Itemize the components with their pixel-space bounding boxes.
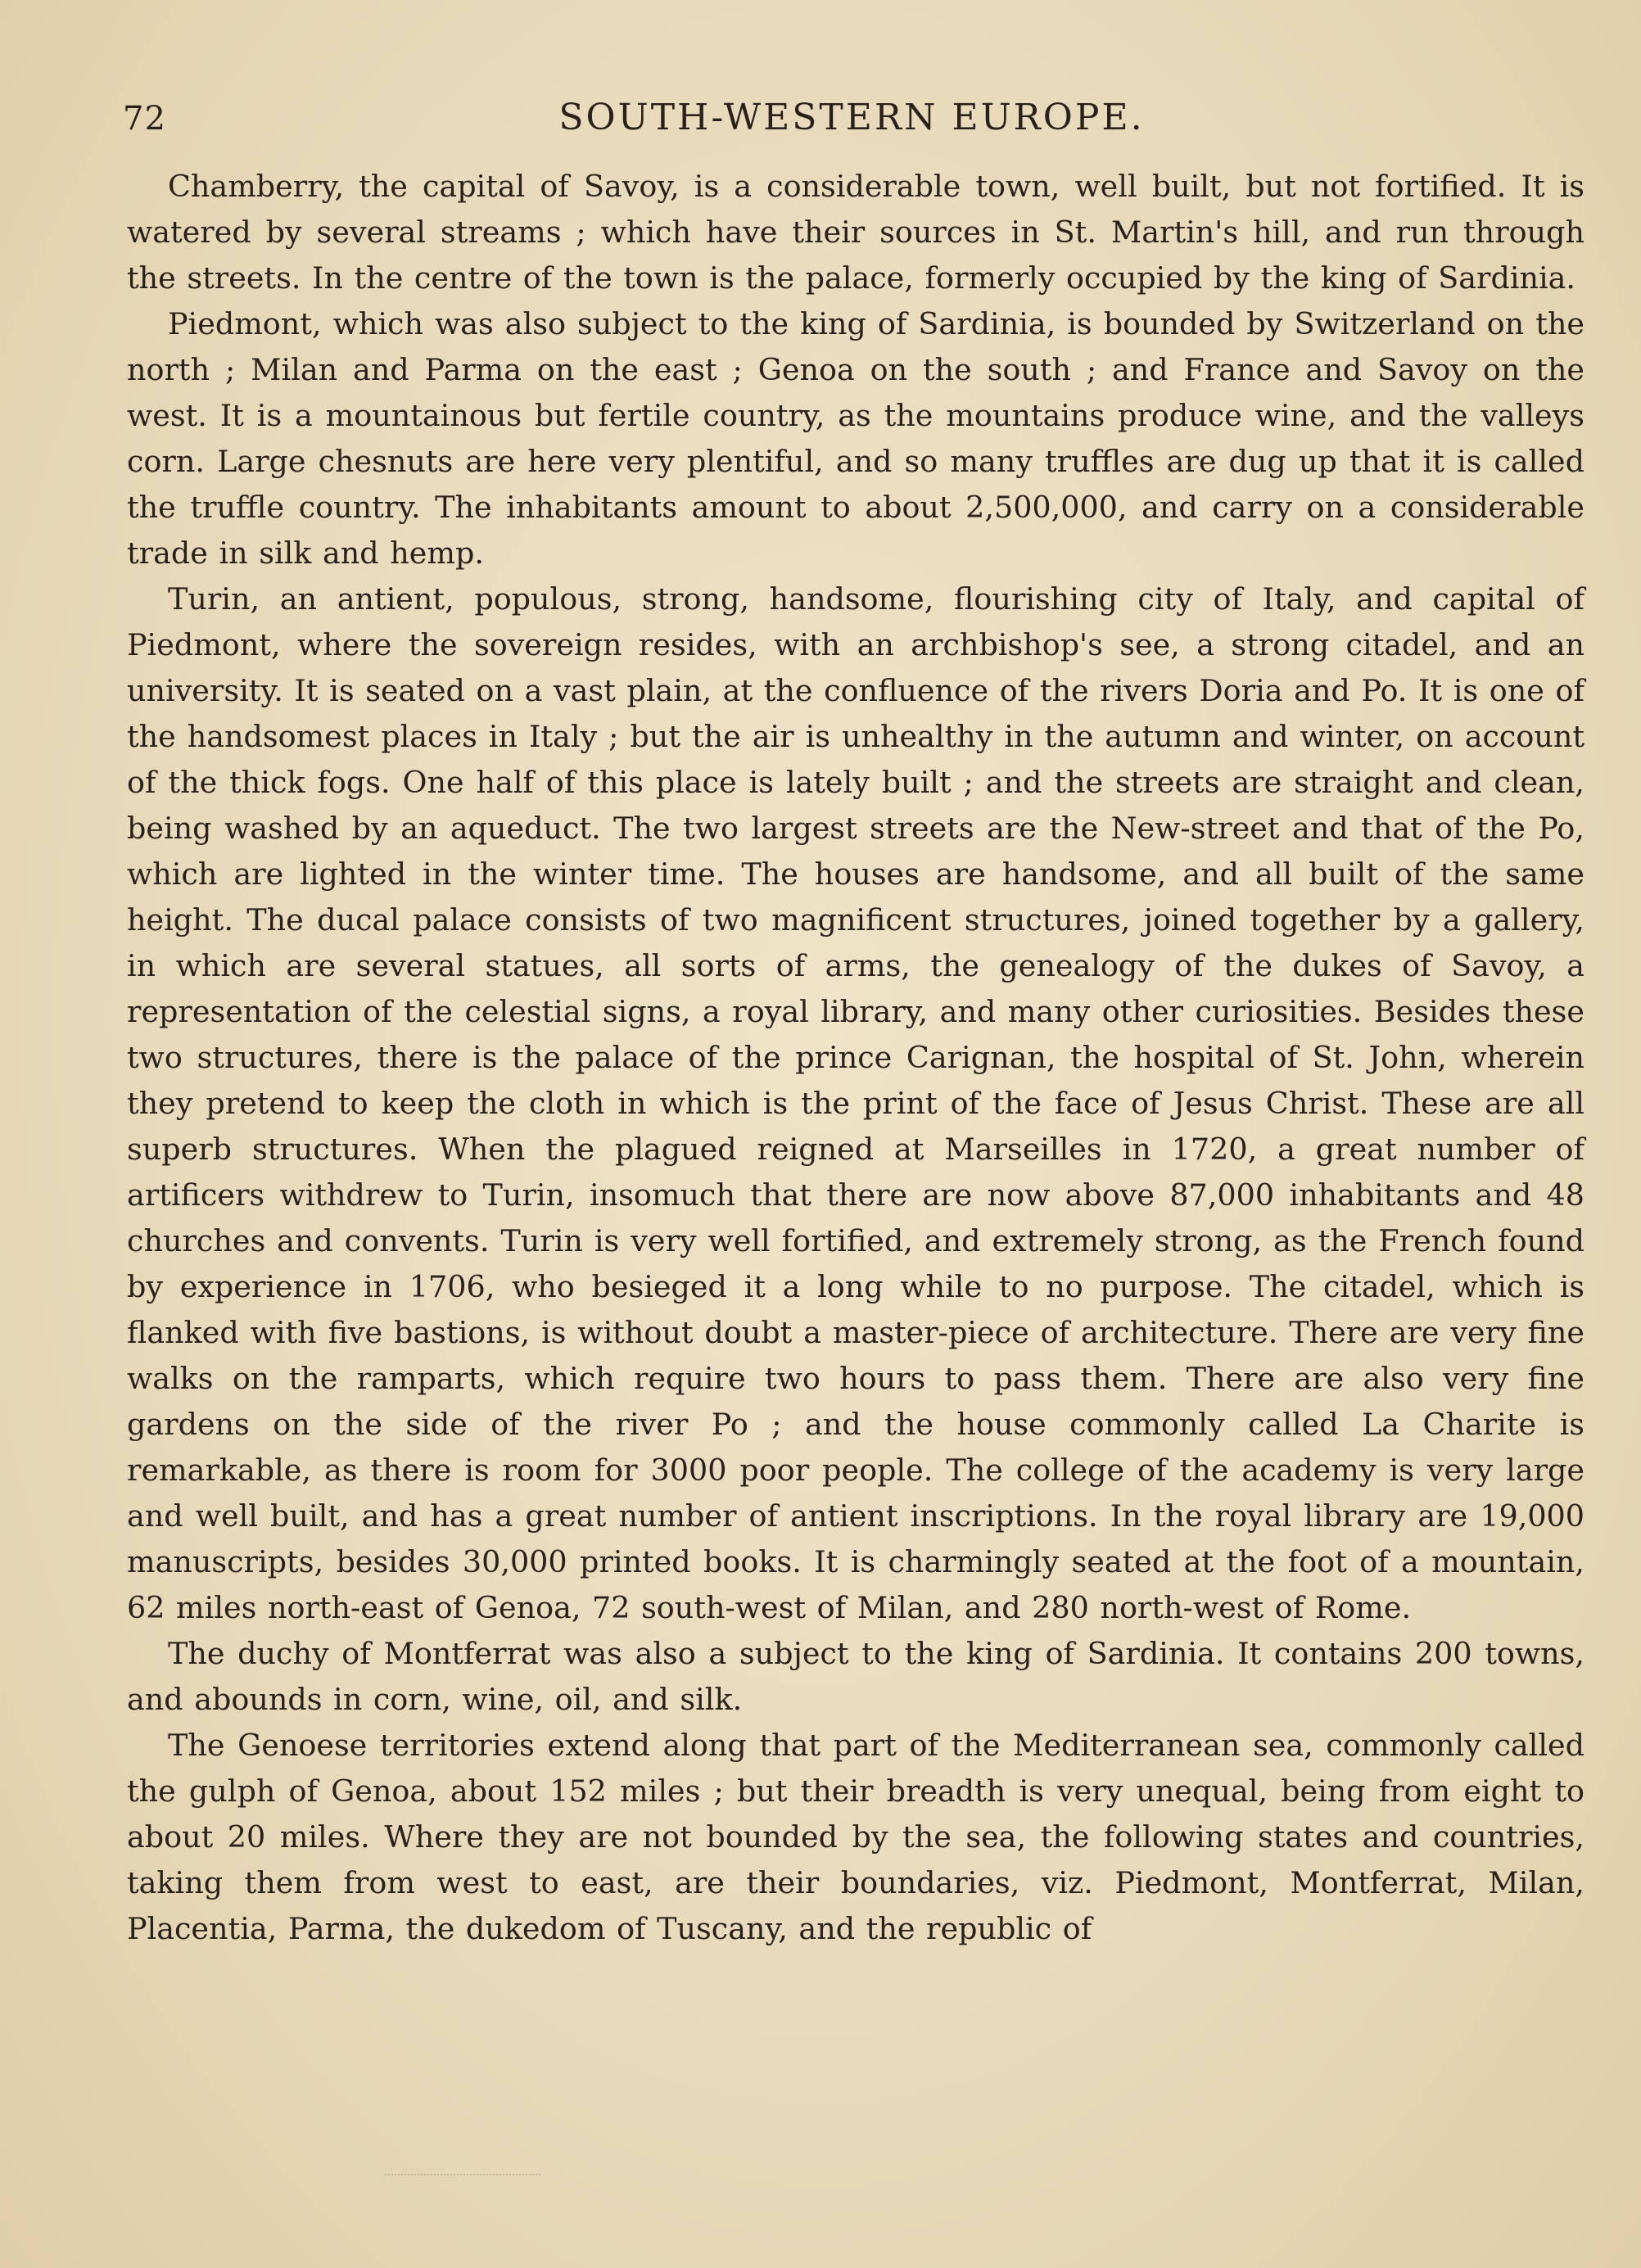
page-header: [123, 92, 1580, 149]
paper-smudge: [385, 2174, 540, 2179]
paragraph-piedmont: Piedmont, which was also subject to the king of Sardinia, is bounded by Switzerland on the north ; Milan and Parma on the east ; Genoa on the south ; and France and Savoy on the west. It is a mountainous but fertile country, as the mountains produce wine, and the valleys corn. Large chesnuts are here very plentiful, and so many truffles are dug up that it is called the truffle country. The inhabitants amount to about 2,500,000, and carry on a considerable trade in silk and hemp.: [127, 306, 1584, 571]
paragraph-genoese-territories: The Genoese territories extend along that part of the Mediterranean sea, commonly called the gulph of Genoa, about 152 miles ; but their breadth is very unequal, being from eight to about 20 miles. Where they are not bounded by the sea, the following states and countries, taking them from west to east, are their boundaries, viz. Piedmont, Montferrat, Milan, Placentia, Parma, the dukedom of Tuscany, and the republic of: [127, 1728, 1584, 1946]
body-text: [127, 164, 1584, 1952]
paragraph-montferrat: The duchy of Montferrat was also a subject to the king of Sardinia. It contains 200 towns, and abounds in corn, wine, oil, and silk.: [127, 1636, 1584, 1717]
page-number: 72: [123, 100, 166, 138]
paragraph-turin: Turin, an antient, populous, strong, handsome, flourishing city of Italy, and capital of Piedmont, where the sovereign resides, with an archbishop's see, a strong citadel, and an university. It is seated on a vast plain, at the confluence of the rivers Doria and Po. It is one of the handsomest places in Italy ; but the air is unhealthy in the autumn and winter, on account of the thick fogs. One half of this place is lately built ; and the streets are straight and clean, being washed by an aqueduct. The two largest streets are the New-street and that of the Po, which are lighted in the winter time. The houses are handsome, and all built of the same height. The ducal palace consists of two magnificent structures, joined together by a gallery, in which are several statues, all sorts of arms, the genealogy of the dukes of Savoy, a representation of the celestial signs, a royal library, and many other curiosities. Besides these two structures, there is the palace of the prince Carignan, the hospital of St. John, wherein they pretend to keep the cloth in which is the print of the face of Jesus Christ. These are all superb structures. When the plagued reigned at Marseilles in 1720, a great number of artificers withdrew to Turin, insomuch that there are now above 87,000 inhabitants and 48 churches and convents. Turin is very well fortified, and extremely strong, as the French found by experience in 1706, who besieged it a long while to no purpose. The citadel, which is flanked with five bastions, is without doubt a master-piece of architecture. There are very fine walks on the ramparts, which require two hours to pass them. There are also very fine gardens on the side of the river Po ; and the house commonly called La Charite is remarkable, as there is room for 3000 poor people. The college of the academy is very large and well built, and has a great number of antient inscriptions. In the royal library are 19,000 manuscripts, besides 30,000 printed books. It is charmingly seated at the foot of a mountain, 62 miles north-east of Genoa, 72 south-west of Milan, and 280 north-west of Rome.: [127, 581, 1584, 1625]
running-title: SOUTH-WESTERN EUROPE.: [558, 97, 1145, 138]
paragraph-chamberry: Chamberry, the capital of Savoy, is a considerable town, well built, but not fortified. It is watered by several streams ; which have their sources in St. Martin's hill, and run through the streets. In the centre of the town is the palace, formerly occupied by the king of Sardinia.: [127, 169, 1584, 296]
